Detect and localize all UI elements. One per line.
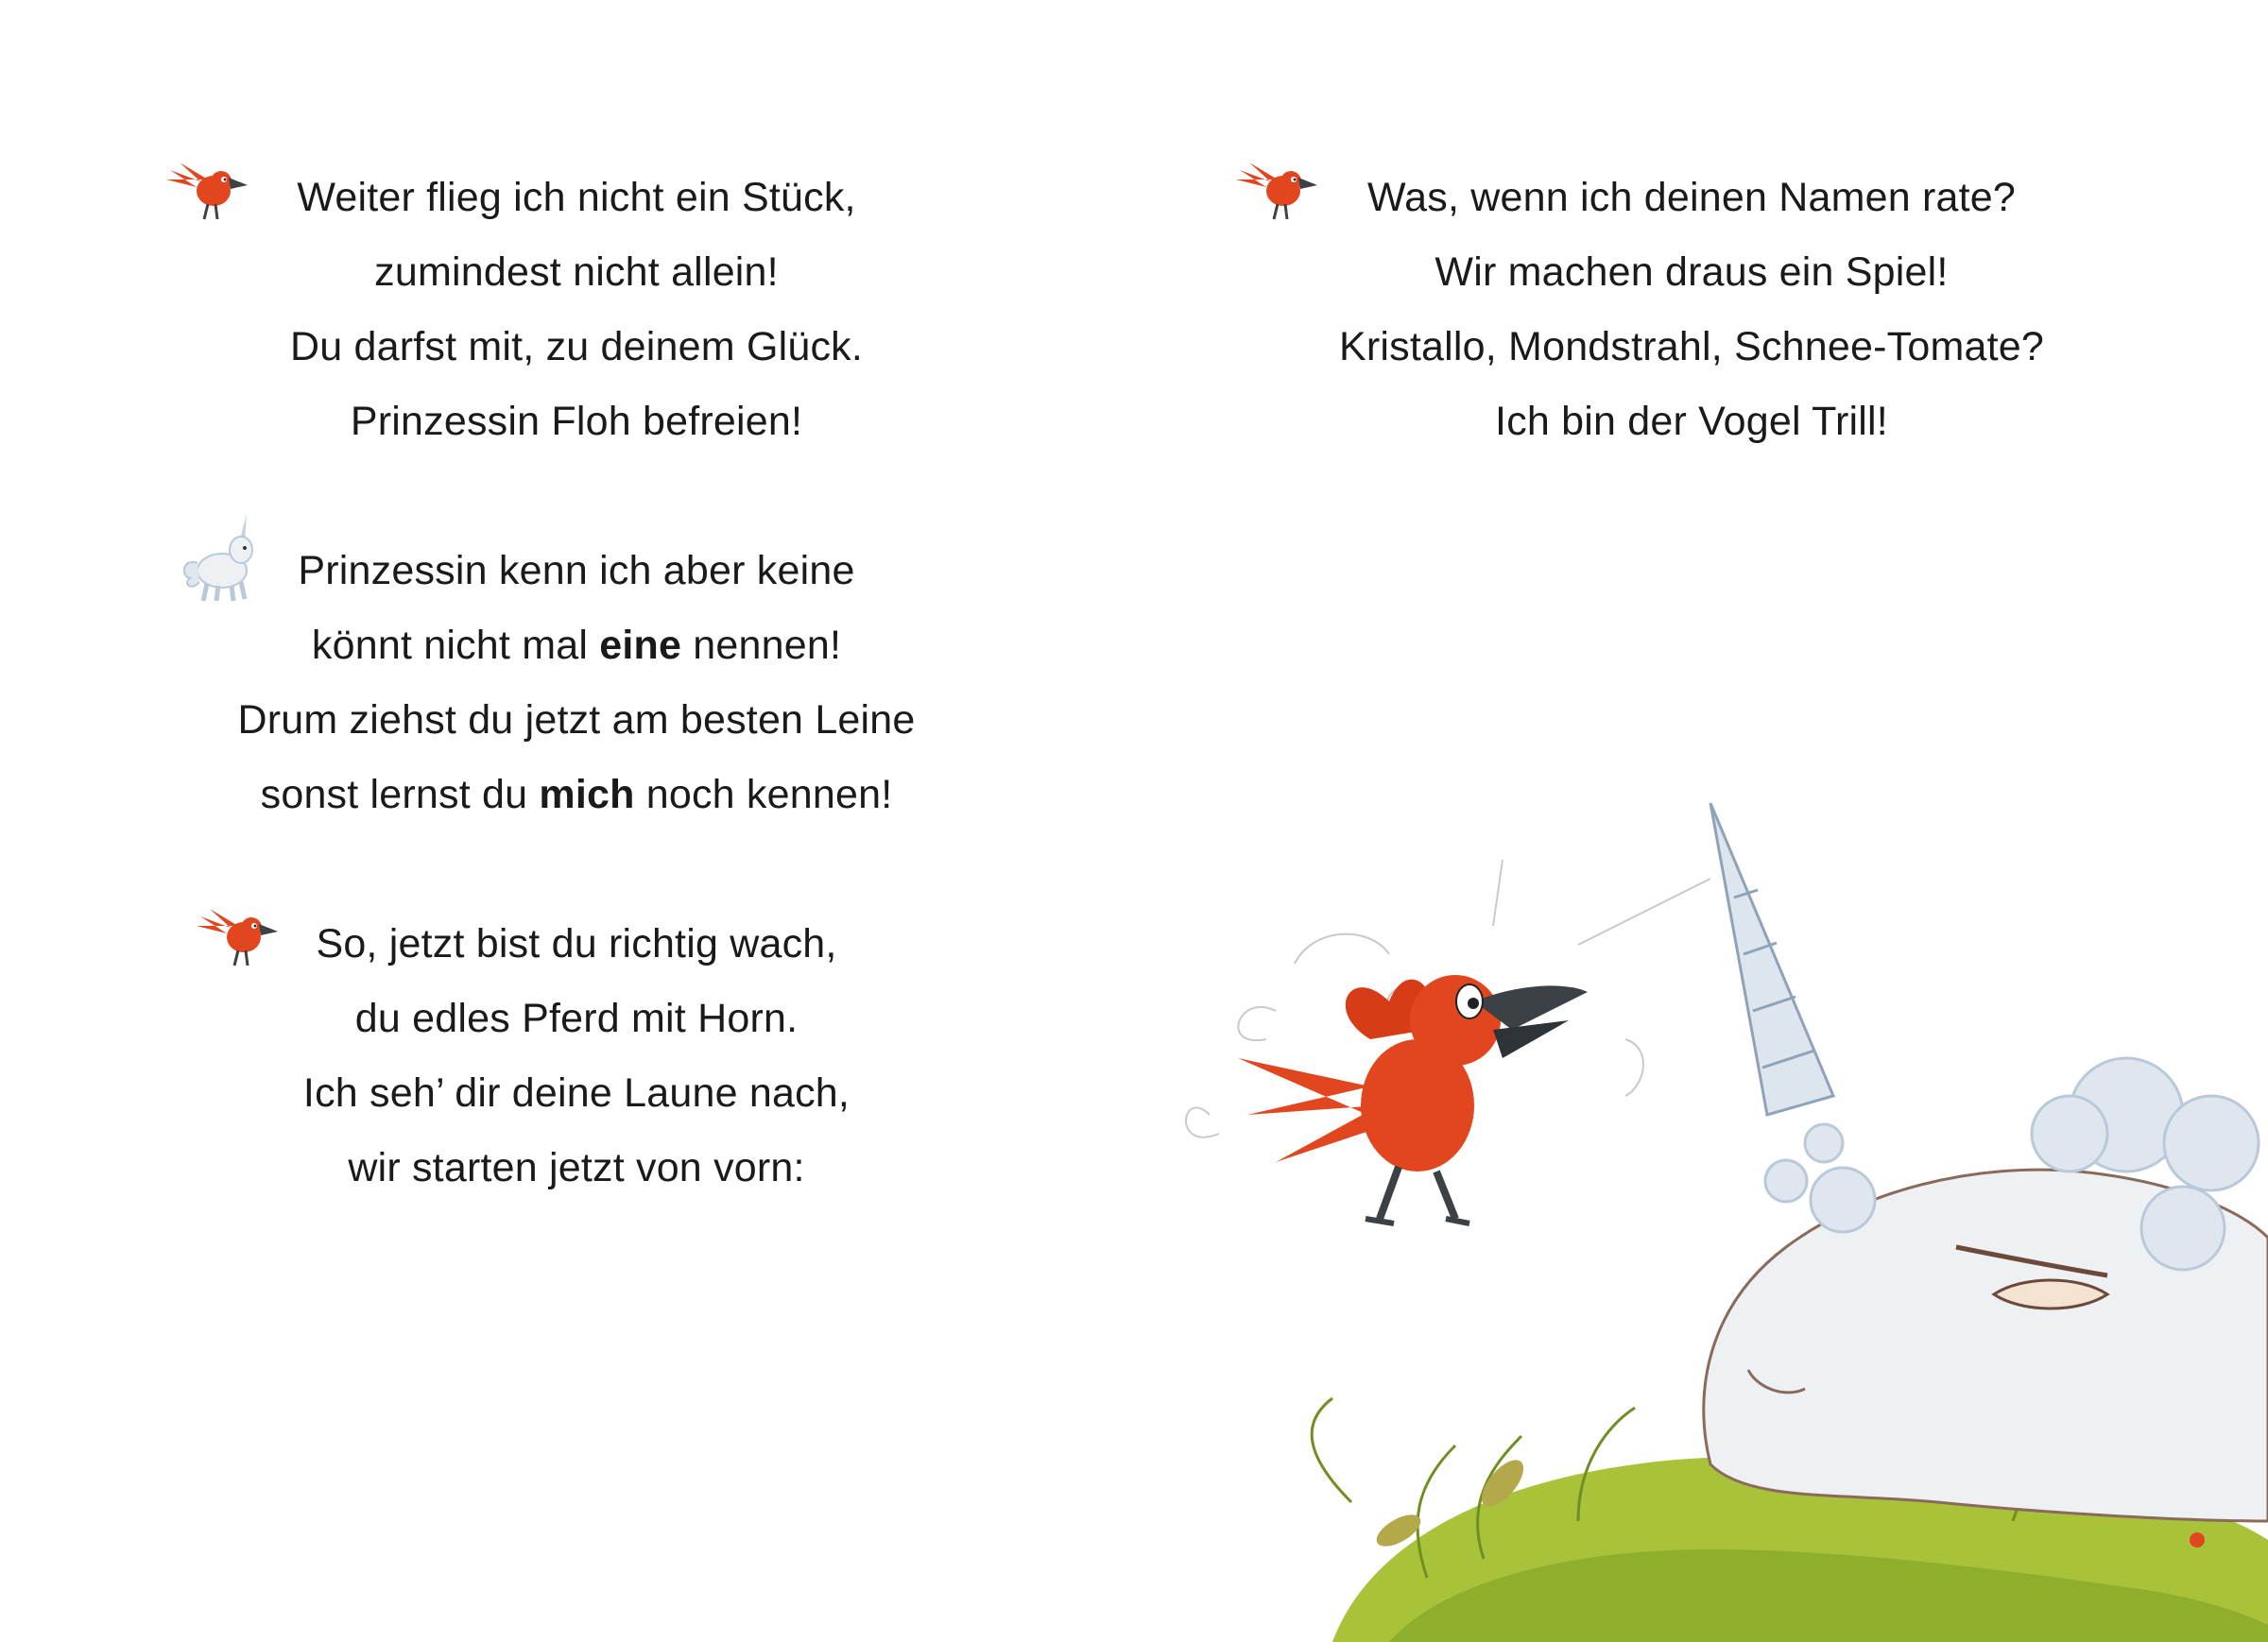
verse-line: Kristallo, Mondstrahl, Schnee-Tomate? — [1339, 324, 2044, 369]
verse-line: Prinzessin Floh befreien! — [350, 399, 803, 444]
stanza-bird-2 — [151, 907, 1002, 1206]
bird-and-unicorn-illustration — [1181, 803, 2268, 1642]
verse-line: Ich seh’ dir deine Laune nach, — [302, 1070, 850, 1116]
verse-line: Wir machen draus ein Spiel! — [1435, 249, 1949, 295]
stanza-bird-3 — [1266, 161, 2117, 459]
verse-line: wir starten jetzt von vorn: — [348, 1145, 805, 1190]
verse-line: Ich bin der Vogel Trill! — [1495, 399, 1888, 444]
verse-line: Du darfst mit, zu deinem Glück. — [289, 324, 864, 369]
verse-line: Was, wenn ich deinen Namen rate? — [1366, 175, 2016, 220]
verse-line: du edles Pferd mit Horn. — [354, 996, 799, 1041]
verse-line: sonst lernst du mich noch kennen! — [260, 772, 893, 817]
verse-line: Weiter flieg ich nicht ein Stück, — [297, 175, 856, 220]
verse-line: Prinzessin kenn ich aber keine — [298, 548, 855, 593]
verse-line: zumindest nicht allein! — [374, 249, 779, 295]
stanza-unicorn — [151, 534, 1002, 832]
stanza-bird-1 — [151, 161, 1002, 459]
verse-line: So, jetzt bist du richtig wach, — [316, 921, 837, 966]
verse-line: könnt nicht mal eine nennen! — [311, 623, 842, 668]
verse-line: Drum ziehst du jetzt am besten Leine — [237, 697, 916, 743]
red-bird-illustration-icon — [1238, 975, 1588, 1223]
grumpy-unicorn-illustration-icon — [1704, 803, 2268, 1521]
